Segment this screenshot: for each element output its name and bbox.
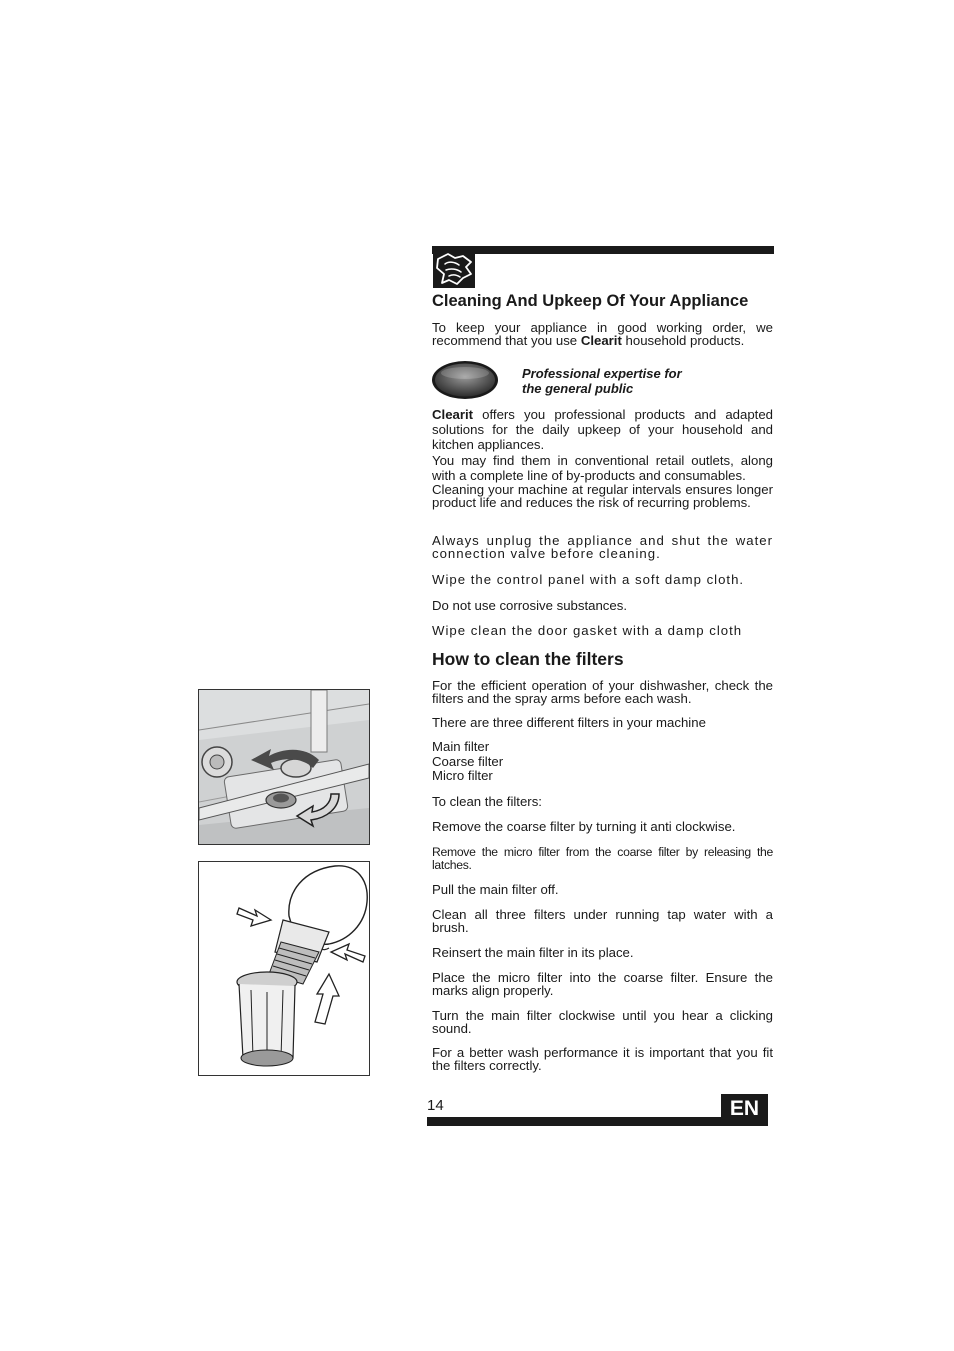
to-clean-text: To clean the filters: <box>432 794 542 809</box>
step-7: Turn the main filter clockwise until you hear a clicking sound. <box>432 1008 773 1036</box>
step-8: For a better wash performance it is important that you fit the filters correctly. <box>432 1045 773 1073</box>
regular-cleaning-paragraph: Cleaning your machine at regular intervals ensures longer product life and reduces the risk of recurring problems. <box>432 482 773 510</box>
filter-list <box>432 740 503 784</box>
footer-rule <box>427 1117 767 1126</box>
page-title: Cleaning And Upkeep Of Your Appliance <box>432 292 749 310</box>
unplug-paragraph: Always unplug the appliance and shut the water connection valve before cleaning. <box>432 533 773 561</box>
step-1: Remove the coarse filter by turning it anti clockwise. <box>432 819 736 834</box>
list-item: Micro filter <box>432 768 493 784</box>
list-item: Coarse filter <box>432 753 504 769</box>
hand-wiping-icon <box>433 250 475 288</box>
door-gasket-paragraph: Wipe clean the door gasket with a damp cloth <box>432 623 743 638</box>
filter-removal-illustration <box>198 861 370 1076</box>
clearit-tagline: Professional expertise for the general public <box>522 366 682 396</box>
retail-paragraph: You may find them in conventional retail outlets, along with a complete line of by-products and consumables. <box>432 453 773 483</box>
step-4: Clean all three filters under running tap water with a brush. <box>432 907 773 935</box>
step-6: Place the micro filter into the coarse filter. Ensure the marks align properly. <box>432 970 773 998</box>
step-5: Reinsert the main filter in its place. <box>432 945 634 960</box>
clearit-paragraph: Clearit offers you professional products and adapted solutions for the daily upkeep of your household and kitchen appliances. <box>432 407 773 452</box>
step-2: Remove the micro filter from the coarse filter by releasing the latches. <box>432 845 773 872</box>
control-panel-paragraph: Wipe the control panel with a soft damp cloth. <box>432 572 745 587</box>
clearit-logo <box>431 360 499 400</box>
step-3: Pull the main filter off. <box>432 882 559 897</box>
header-rule <box>432 246 774 254</box>
filters-heading: How to clean the filters <box>432 649 624 669</box>
intro-paragraph: To keep your appliance in good working order, we recommend that you use Clearit household products. <box>432 320 773 348</box>
three-filters-text: There are three different filters in your machine <box>432 715 706 730</box>
page-number: 14 <box>427 1097 444 1114</box>
corrosive-paragraph: Do not use corrosive substances. <box>432 598 627 613</box>
language-badge: EN <box>721 1094 768 1126</box>
filters-intro: For the efficient operation of your dishwasher, check the filters and the spray arms before each wash. <box>432 678 773 706</box>
list-item: Main filter <box>432 739 490 754</box>
spray-arm-illustration <box>198 689 370 845</box>
